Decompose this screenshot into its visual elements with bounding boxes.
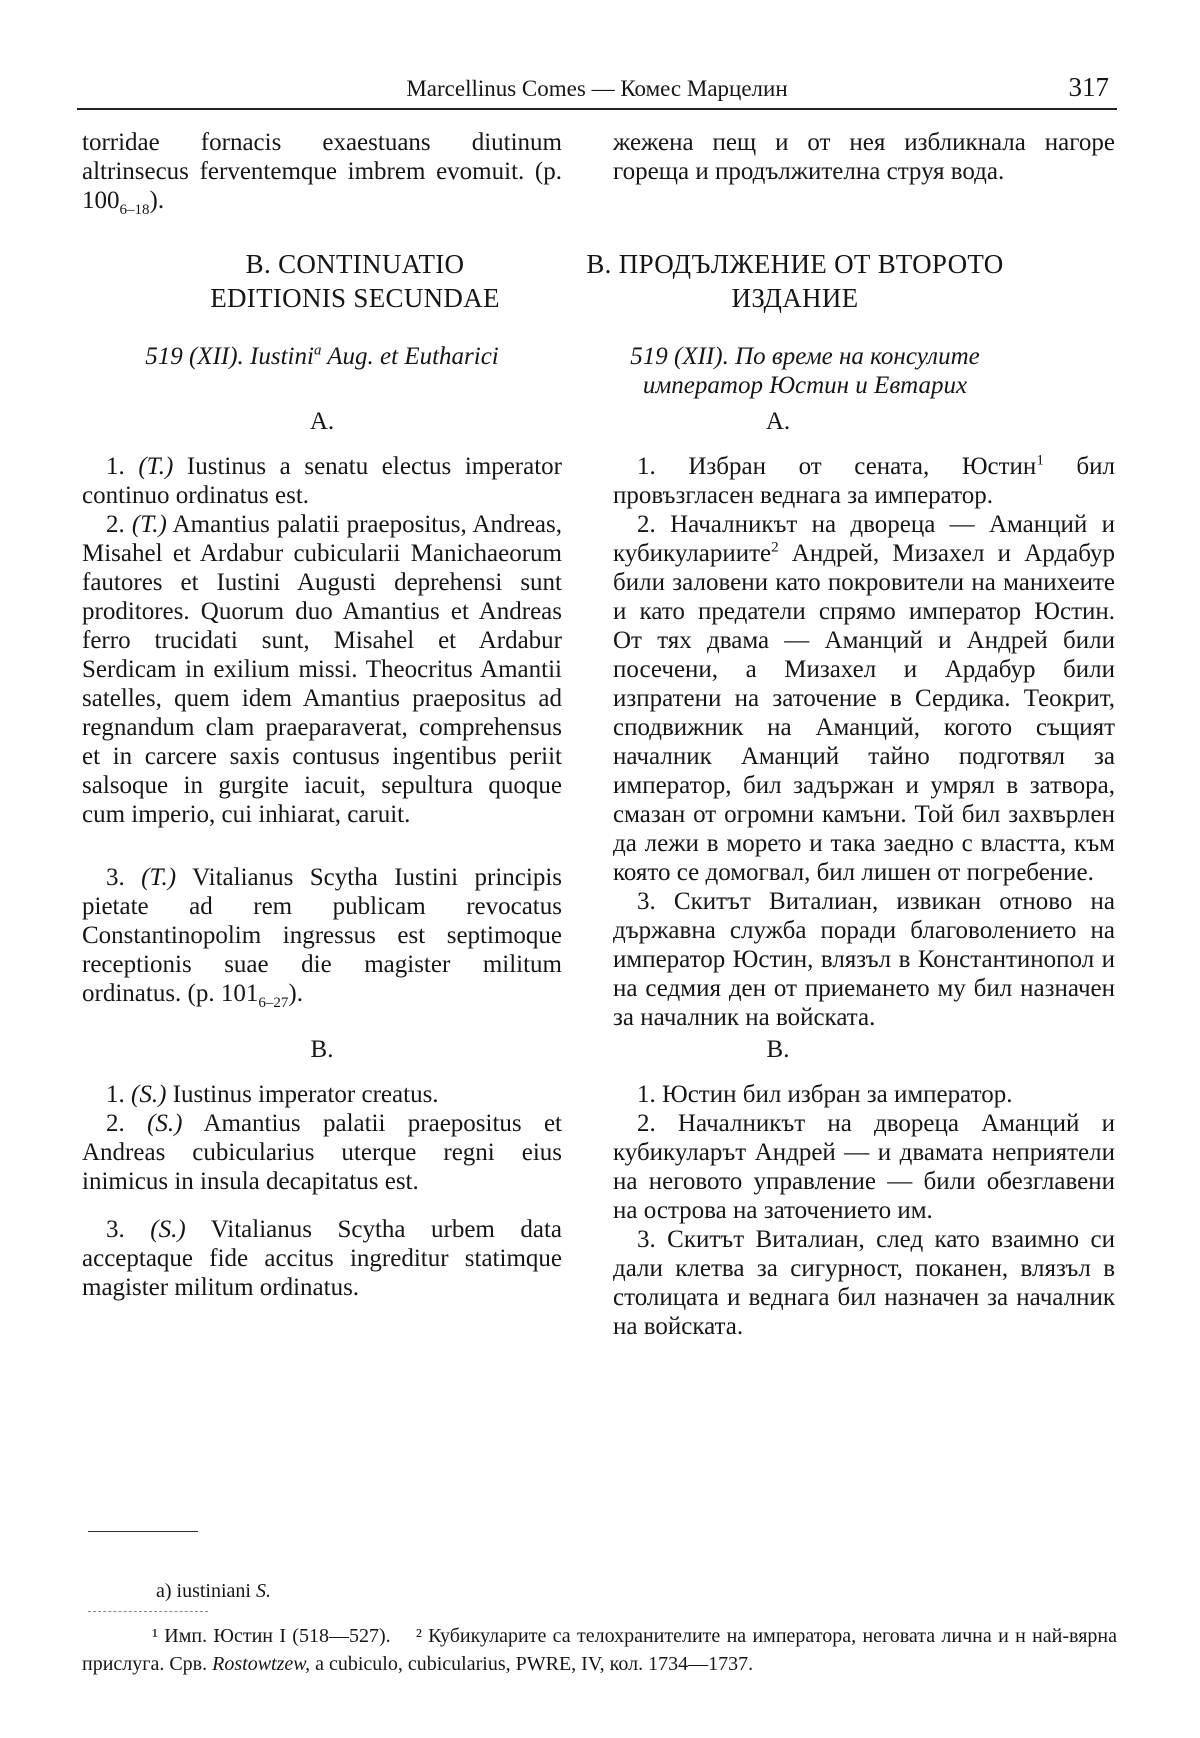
apparatus-marker: a	[313, 342, 322, 359]
latin-continuation-text: torridae fornacis exaestuans diutinum altrinsecus ferventemque imbrem evomuit. (p. 100	[82, 129, 562, 214]
latin-a-item-2: 2. (T.) Amantius palatii praepositus, Andreas, Misahel et Ardabur cubicularii Manichaeorum fautores et Iustini Augusti deprehensi sunt proditores. Quorum duo Amantius et Andreas ferro trucidati sunt, Misahel et Ardabur Serdicam in exilium missi. Theocritus Amantii satelles, quem idem Amantius praepositus ad regnandum clam praeparaverat, comprehensus et in carcere saxis contusus ingentibus periit salsoque in gurgite iacuit, sepultura quoque cum imperio, cui inhiarat, caruit.	[82, 511, 563, 828]
footnote-ref-2: 2	[771, 539, 779, 556]
footnote-2: ² Кубикуларите са телохранителите на императора, неговата лична и н най-вярна прислуга. Срв.	[82, 1625, 1118, 1675]
apparatus-note: a) iustiniani S.	[156, 1580, 271, 1602]
bulgarian-continuation	[613, 128, 1115, 186]
latin-b-item-2: 2. (S.) Amantius palatii praepositus et Andreas cubicularius uterque regni eius inimicus in insula decapitatus est.	[82, 1110, 563, 1195]
bulgarian-section-heading: В. ПРОДЪЛЖЕНИЕ ОТ ВТОРОТО ИЗДАНИЕ	[586, 249, 1004, 313]
bulgarian-continuation-text: жежена пещ и от нея избликнала нагоре гореща и продължителна струя вода.	[613, 129, 1115, 185]
footnote-1: ¹ Имп. Юстин I (518—527).	[152, 1625, 391, 1647]
latin-year-text: 519 (XII). Iustini	[145, 343, 314, 370]
latin-a-item-1: 1. (T.) Iustinus a senatu electus imperator continuo ordinatus est.	[82, 453, 562, 509]
footnote-rule	[88, 1531, 198, 1532]
latin-b-item-3: 3. (S.) Vitalianus Scytha urbem data acceptaque fide accitus ingreditur statimque magister militum ordinatus.	[82, 1216, 562, 1301]
bulgarian-b-item-2: 2. Началникът на двореца Аманций и кубикуларът Андрей — и двамата неприятели на неговото управление — били обезглавени на острова на заточението им.	[613, 1110, 1115, 1224]
bulgarian-b-item-3: 3. Скитът Виталиан, след като взаимно си дали клетва за сигурност, поканен, влязъл в столицата и веднага бил назначен за началник на войската.	[613, 1226, 1115, 1340]
latin-b-item-1: 1. (S.) Iustinus imperator creatus.	[106, 1081, 439, 1108]
bulgarian-a-item-3: 3. Скитът Виталиан, извикан отново на държавна служба поради благоволението на император Юстин, влязъл в Константинопол и на седмия ден от приемането му бил назначен за началник на войската.	[613, 888, 1115, 1031]
latin-year-heading	[82, 342, 562, 371]
bulgarian-a-item-2: 2. Началникът на двореца — Аманций и кубикулариите$^2$ Андрей, Мизахел и Ардабур били заловени като покровители на манихеите и като предатели спрямо император Юстин. От тях двама — Аманций и Андрей били посечени, а Мизахел и Ардабур били изпратени на заточение в Сердика. Теокрит, сподвижник на Аманций, когото същият началник Аманций тайно подготвял за император, бил задържан и умрял в затвора, смазан от огромни камъни. Той бил захвърлен да лежи в морето и така заедно с властта, към която се домогвал, бил лишен от погребение.	[613, 511, 1115, 886]
bulgarian-part-b	[613, 1080, 1115, 1341]
latin-part-b	[82, 1080, 562, 1302]
footnote-2-author: Rostowtzew,	[212, 1653, 311, 1675]
bulgarian-year-heading: 519 (XII). По време на консулите император Юстин и Евтарих	[630, 343, 980, 399]
latin-part-a-letter: A.	[309, 408, 335, 435]
header-rule	[77, 108, 1117, 110]
page-ref-tail: ).	[149, 187, 165, 214]
footnote-ref-1: 1	[1036, 452, 1044, 469]
latin-part-b-letter: B.	[310, 1036, 334, 1063]
bulgarian-b-item-1: 1. Юстин бил избран за император.	[637, 1081, 1013, 1108]
page-number: 317	[1068, 72, 1109, 102]
page-ref-sub: 6–18	[119, 202, 150, 218]
bulgarian-part-a-letter: А.	[765, 408, 791, 435]
latin-a-item-3: 3. (T.) Vitalianus Scytha Iustini principis pietate ad rem publicam revocatus Constantinopolim ingressus est septimoque receptionis suae die magister militum ordinatus. (p. $101_{6-27}$).	[82, 864, 563, 1011]
bulgarian-a-item-1: 1. Избран от сената, Юстин$^1$ бил провъзгласен веднага за император.	[613, 452, 1115, 509]
footnote-separator	[88, 1611, 208, 1612]
latin-continuation	[82, 128, 562, 218]
running-header	[77, 72, 1117, 112]
latin-part-a	[82, 452, 562, 829]
latin-part-a-item-3	[82, 863, 563, 1011]
bulgarian-part-b-letter: В.	[766, 1036, 790, 1063]
bulgarian-part-a	[613, 452, 1115, 1032]
footnotes	[82, 1622, 1117, 1678]
footnote-2-rest: a cubiculo, cubicularius, PWRE, IV, кол. 1734—1737.	[310, 1653, 754, 1675]
latin-section-heading: B. CONTINUATIO EDITIONIS SECUNDAE	[210, 249, 500, 313]
running-title: Marcellinus Comes — Комес Марцелин	[406, 76, 788, 101]
latin-year-consuls: Aug. et Eutharici	[321, 343, 499, 370]
